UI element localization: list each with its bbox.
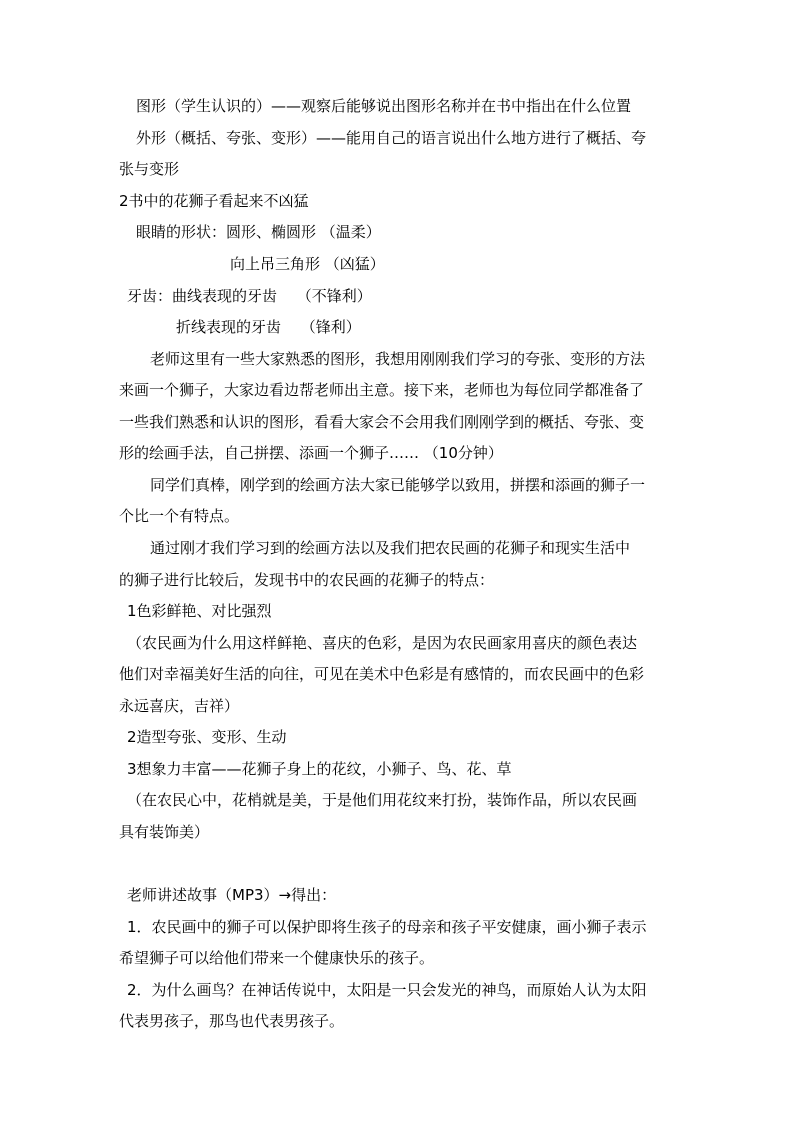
text-line: 一些我们熟悉和认识的图形，看看大家会不会用我们刚刚学到的概括、夸张、变 bbox=[119, 413, 645, 431]
text-line: 老师讲述故事（MP3）→得出： bbox=[127, 886, 337, 904]
text-line: 2书中的花狮子看起来不凶猛 bbox=[119, 192, 309, 210]
text-line: 1．农民画中的狮子可以保护即将生孩子的母亲和孩子平安健康，画小狮子表示 bbox=[127, 918, 647, 936]
text-line: （在农民心中，花梢就是美，于是他们用花纹来打扮，装饰作品，所以农民画 bbox=[127, 791, 638, 809]
text-line: 通过刚才我们学习到的绘画方法以及我们把农民画的花狮子和现实生活中 bbox=[150, 539, 631, 557]
text-line: 2造型夸张、变形、生动 bbox=[127, 728, 287, 746]
text-line: 来画一个狮子，大家边看边帮老师出主意。接下来，老师也为每位同学都准备了 bbox=[119, 381, 645, 399]
text-line: 同学们真棒，刚学到的绘画方法大家已能够学以致用，拼摆和添画的狮子一 bbox=[150, 476, 646, 494]
text-line: 张与变形 bbox=[119, 160, 180, 178]
text-line: 外形（概括、夸张、变形）——能用自己的语言说出什么地方进行了概括、夸 bbox=[136, 129, 647, 147]
text-line: 图形（学生认识的）——观察后能够说出图形名称并在书中指出在什么位置 bbox=[136, 97, 632, 115]
text-line: 折线表现的牙齿 （锋利） bbox=[176, 318, 361, 336]
text-line: 希望狮子可以给他们带来一个健康快乐的孩子。 bbox=[119, 949, 435, 967]
text-line: 形的绘画手法，自己拼摆、添画一个狮子…… （10分钟） bbox=[119, 444, 503, 462]
text-line: 他们对幸福美好生活的向往，可见在美术中色彩是有感情的，而农民画中的色彩 bbox=[119, 665, 645, 683]
text-line: 永远喜庆，吉祥） bbox=[119, 697, 240, 715]
text-line: 3想象力丰富——花狮子身上的花纹，小狮子、鸟、花、草 bbox=[127, 760, 512, 778]
text-line: 具有装饰美） bbox=[119, 823, 210, 841]
text-line: 1色彩鲜艳、对比强烈 bbox=[127, 602, 272, 620]
text-line: 代表男孩子，那鸟也代表男孩子。 bbox=[119, 1012, 345, 1030]
text-line: 眼睛的形状：圆形、椭圆形 （温柔） bbox=[136, 223, 381, 241]
text-line: 老师这里有一些大家熟悉的图形，我想用刚刚我们学习的夸张、变形的方法 bbox=[150, 350, 646, 368]
text-line: 的狮子进行比较后，发现书中的农民画的花狮子的特点： bbox=[119, 571, 495, 589]
text-line: （农民画为什么用这样鲜艳、喜庆的色彩，是因为农民画家用喜庆的颜色表达 bbox=[127, 634, 638, 652]
text-line: 向上吊三角形 （凶猛） bbox=[230, 255, 385, 273]
text-line: 2．为什么画鸟？在神话传说中，太阳是一只会发光的神鸟，而原始人认为太阳 bbox=[127, 981, 647, 999]
text-line: 个比一个有特点。 bbox=[119, 507, 240, 525]
text-line: 牙齿：曲线表现的牙齿 （不锋利） bbox=[127, 287, 372, 305]
